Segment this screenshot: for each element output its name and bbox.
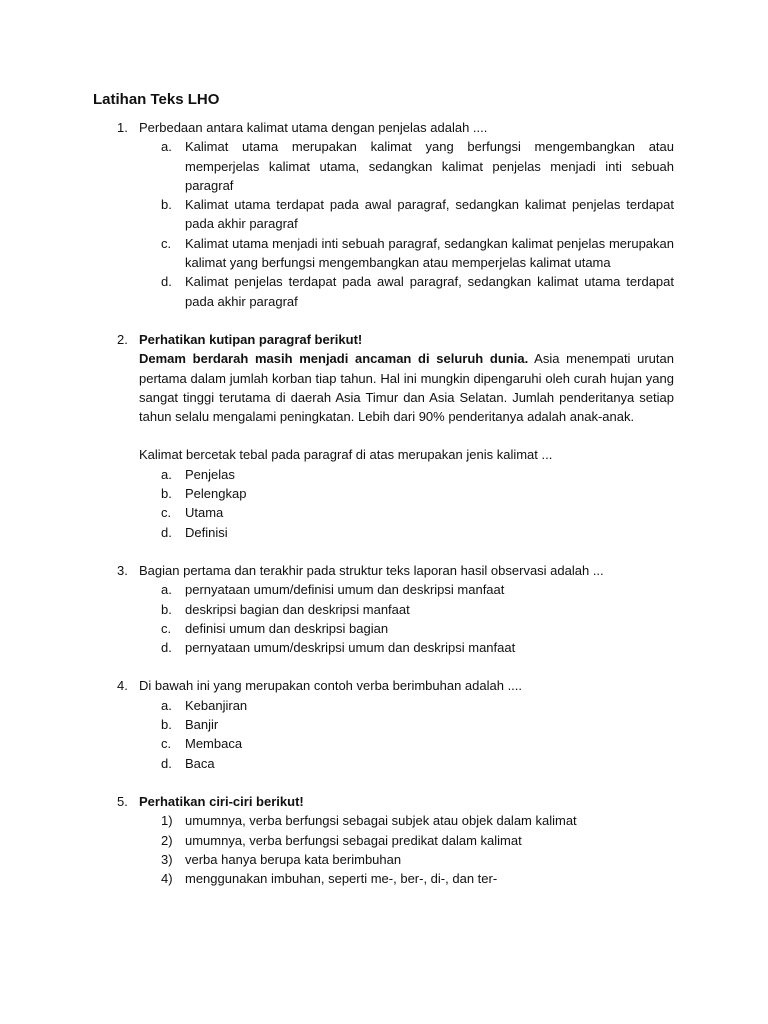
option-label: d. (161, 755, 172, 771)
passage (139, 349, 674, 426)
passage-rest: Asia menempati urutan pertama dalam jumlah korban tiap tahun. Hal ini mungkin dipengaruhi oleh curah hujan yang sangat tinggi terutama di daerah Asia Timur dan Asia Selatan. Jumlah penderitanya setiap tahun selalu mengalami peningkatan. Lebih dari 90% penderitanya adalah anak-anak. (139, 351, 674, 425)
option-text: deskripsi bagian dan deskripsi manfaat (185, 601, 410, 617)
question-prompt: Kalimat bercetak tebal pada paragraf di atas merupakan jenis kalimat ... (139, 447, 553, 463)
option-label: b. (161, 601, 172, 617)
question-4 (93, 676, 674, 772)
option-label: d. (161, 524, 172, 540)
question-number: 4. (117, 678, 128, 694)
question-text: Di bawah ini yang merupakan contoh verba berimbuhan adalah .... (139, 678, 523, 694)
option-2 (139, 831, 674, 850)
question-text: Perbedaan antara kalimat utama dengan penjelas adalah .... (139, 120, 488, 135)
option-label: c. (161, 235, 172, 251)
option-label: d. (161, 640, 172, 656)
question-text: Bagian pertama dan terakhir pada struktur teks laporan hasil observasi adalah ... (139, 562, 604, 578)
question-text: Perhatikan kutipan paragraf berikut! (139, 331, 363, 347)
option-d (139, 638, 674, 657)
question-1 (93, 118, 674, 311)
option-a (139, 580, 674, 599)
option-a (139, 465, 674, 484)
option-d (139, 272, 674, 311)
option-label: c. (161, 620, 172, 636)
option-text: definisi umum dan deskripsi bagian (185, 620, 389, 636)
option-text: Penjelas (185, 466, 235, 482)
option-label: b. (161, 197, 172, 213)
option-1 (139, 811, 674, 830)
option-b (139, 195, 674, 234)
option-text: umumnya, verba berfungsi sebagai subjek atau objek dalam kalimat (185, 813, 577, 829)
option-d (139, 754, 674, 773)
option-label: d. (161, 274, 172, 290)
option-4 (139, 869, 674, 888)
option-text: Kalimat utama terdapat pada awal paragraf, sedangkan kalimat penjelas terdapat pada akhir paragraf (185, 197, 674, 232)
question-3 (93, 561, 674, 657)
option-a (139, 696, 674, 715)
option-label: 2) (161, 832, 173, 848)
option-text: Kebanjiran (185, 697, 248, 713)
option-d (139, 523, 674, 542)
option-text: Banjir (185, 717, 219, 733)
option-label: a. (161, 582, 172, 598)
option-label: b. (161, 717, 172, 733)
passage-bold-sentence: Demam berdarah masih menjadi ancaman di seluruh dunia. (139, 351, 529, 367)
option-text: verba hanya berupa kata berimbuhan (185, 851, 402, 867)
question-text: Perhatikan ciri-ciri berikut! (139, 793, 304, 809)
option-c (139, 734, 674, 753)
question-number: 1. (117, 120, 128, 135)
option-label: a. (161, 466, 172, 482)
option-text: Utama (185, 505, 224, 521)
question-number: 3. (117, 562, 128, 578)
option-list (139, 465, 674, 542)
option-label: b. (161, 486, 172, 502)
option-text: Baca (185, 755, 215, 771)
option-text: Kalimat utama merupakan kalimat yang berfungsi mengembangkan atau memperjelas kalimat utama, sedangkan kalimat penjelas menjadi inti sebuah paragraf (185, 139, 674, 193)
option-label: 1) (161, 813, 173, 829)
option-list (139, 696, 674, 773)
question-number: 5. (117, 793, 128, 809)
option-3 (139, 850, 674, 869)
spacer (139, 426, 674, 445)
option-label: a. (161, 139, 172, 155)
question-number: 2. (117, 331, 128, 347)
option-list (139, 137, 674, 311)
option-label: a. (161, 697, 172, 713)
option-c (139, 619, 674, 638)
option-label: 3) (161, 851, 173, 867)
option-text: menggunakan imbuhan, seperti me-, ber-, di-, dan ter- (185, 871, 498, 887)
option-list (139, 811, 674, 888)
option-text: Kalimat utama menjadi inti sebuah paragraf, sedangkan kalimat penjelas merupakan kalimat yang berfungsi mengembangkan atau memperjelas kalimat utama (185, 235, 674, 271)
option-b (139, 600, 674, 619)
option-label: 4) (161, 871, 173, 887)
option-text: pernyataan umum/definisi umum dan deskripsi manfaat (185, 582, 505, 598)
option-label: c. (161, 505, 172, 521)
option-text: Membaca (185, 736, 243, 752)
option-a (139, 137, 674, 195)
option-text: Definisi (185, 524, 228, 540)
option-text: umumnya, verba berfungsi sebagai predikat dalam kalimat (185, 832, 522, 848)
question-2 (93, 330, 674, 542)
question-5 (93, 792, 674, 888)
option-list (139, 580, 674, 657)
option-text: Pelengkap (185, 486, 247, 502)
option-c (139, 503, 674, 522)
option-text: Kalimat penjelas terdapat pada awal paragraf, sedangkan kalimat utama terdapat pada akhir paragraf (185, 274, 674, 309)
option-c (139, 234, 674, 273)
page-title: Latihan Teks LHO (93, 91, 220, 108)
option-label: c. (161, 736, 172, 752)
option-b (139, 715, 674, 734)
option-text: pernyataan umum/deskripsi umum dan deskripsi manfaat (185, 640, 516, 656)
option-b (139, 484, 674, 503)
